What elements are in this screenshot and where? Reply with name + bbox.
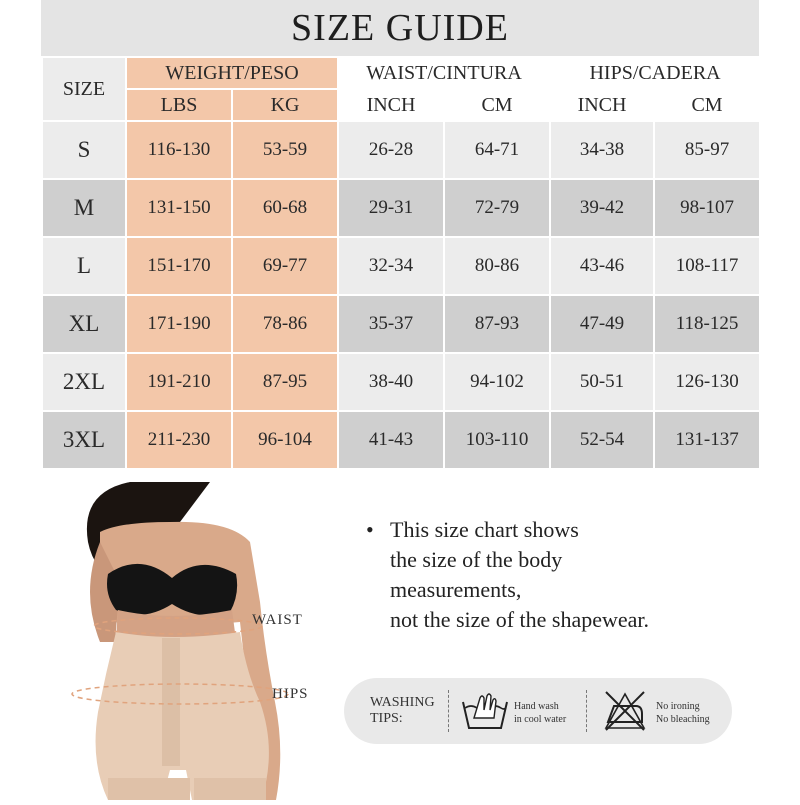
hips-inch-cell: 52-54 (550, 411, 654, 469)
waist-inch-cell: 35-37 (338, 295, 444, 353)
table-unit-header-row (42, 89, 760, 121)
weight-kg-cell: 87-95 (232, 353, 338, 411)
hips-cm-cell: 85-97 (654, 121, 760, 179)
size-table (41, 56, 761, 470)
hips-cm-cell: 126-130 (654, 353, 760, 411)
waist-inch-cell: 38-40 (338, 353, 444, 411)
waist-cm-cell: 80-86 (444, 237, 550, 295)
table-group-header-row (42, 57, 760, 89)
waist-inch-cell: 26-28 (338, 121, 444, 179)
unit-header-hips-cm: CM (654, 89, 760, 121)
waist-group-header: WAIST/CINTURA (338, 57, 550, 89)
table-row (42, 237, 760, 295)
model-figure-illustration (60, 482, 330, 800)
note-line: This size chart shows (390, 517, 579, 542)
table-row (42, 353, 760, 411)
hand-wash-icon (460, 688, 510, 732)
waist-cm-cell: 103-110 (444, 411, 550, 469)
weight-lbs-cell: 171-190 (126, 295, 232, 353)
washing-label-line: WASHING (370, 695, 435, 710)
hips-cm-cell: 98-107 (654, 179, 760, 237)
table-row (42, 411, 760, 469)
weight-kg-cell: 78-86 (232, 295, 338, 353)
washing-tips-panel (344, 678, 732, 744)
waist-inch-cell: 29-31 (338, 179, 444, 237)
hips-cm-cell: 118-125 (654, 295, 760, 353)
waist-cm-cell: 72-79 (444, 179, 550, 237)
unit-header-waist-cm: CM (444, 89, 550, 121)
note-line: measurements, (390, 577, 522, 602)
hips-inch-cell: 34-38 (550, 121, 654, 179)
size-cell: M (42, 179, 126, 237)
divider (448, 690, 450, 732)
table-row (42, 179, 760, 237)
size-guide-title: SIZE GUIDE (41, 0, 759, 56)
weight-kg-cell: 53-59 (232, 121, 338, 179)
size-note (366, 515, 766, 635)
hand-wash-line: Hand wash (514, 701, 559, 712)
no-iron-no-bleach-icon (602, 688, 648, 734)
divider (586, 690, 588, 732)
no-iron-bleach-text (656, 700, 710, 726)
size-cell: XL (42, 295, 126, 353)
waist-label: WAIST (252, 612, 303, 628)
waist-cm-cell: 87-93 (444, 295, 550, 353)
size-cell: 2XL (42, 353, 126, 411)
model-photo (60, 482, 330, 800)
hips-inch-cell: 47-49 (550, 295, 654, 353)
table-row (42, 121, 760, 179)
unit-header-lbs: LBS (126, 89, 232, 121)
no-bleaching-text: No bleaching (656, 714, 710, 725)
hand-wash-line: in cool water (514, 714, 567, 725)
weight-kg-cell: 60-68 (232, 179, 338, 237)
hips-group-header: HIPS/CADERA (550, 57, 760, 89)
weight-lbs-cell: 116-130 (126, 121, 232, 179)
note-line: not the size of the shapewear. (390, 607, 650, 632)
washing-tips-label (370, 695, 435, 727)
hips-inch-cell: 39-42 (550, 179, 654, 237)
waist-cm-cell: 64-71 (444, 121, 550, 179)
hand-wash-text (514, 700, 566, 726)
hips-cm-cell: 108-117 (654, 237, 760, 295)
hips-label: HIPS (272, 686, 309, 702)
size-cell: S (42, 121, 126, 179)
no-ironing-text: No ironing (656, 701, 700, 712)
note-bullet: • (366, 517, 374, 542)
hips-cm-cell: 131-137 (654, 411, 760, 469)
weight-kg-cell: 96-104 (232, 411, 338, 469)
waist-cm-cell: 94-102 (444, 353, 550, 411)
unit-header-waist-inch: INCH (338, 89, 444, 121)
unit-header-kg: KG (232, 89, 338, 121)
hips-inch-cell: 50-51 (550, 353, 654, 411)
size-cell: 3XL (42, 411, 126, 469)
weight-kg-cell: 69-77 (232, 237, 338, 295)
size-column-header: SIZE (42, 57, 126, 121)
weight-lbs-cell: 151-170 (126, 237, 232, 295)
washing-label-line: TIPS: (370, 711, 403, 726)
hips-inch-cell: 43-46 (550, 237, 654, 295)
note-line: the size of the body (390, 547, 563, 572)
unit-header-hips-inch: INCH (550, 89, 654, 121)
waist-inch-cell: 32-34 (338, 237, 444, 295)
size-cell: L (42, 237, 126, 295)
weight-lbs-cell: 131-150 (126, 179, 232, 237)
weight-lbs-cell: 211-230 (126, 411, 232, 469)
weight-lbs-cell: 191-210 (126, 353, 232, 411)
table-row (42, 295, 760, 353)
weight-group-header: WEIGHT/PESO (126, 57, 338, 89)
waist-inch-cell: 41-43 (338, 411, 444, 469)
